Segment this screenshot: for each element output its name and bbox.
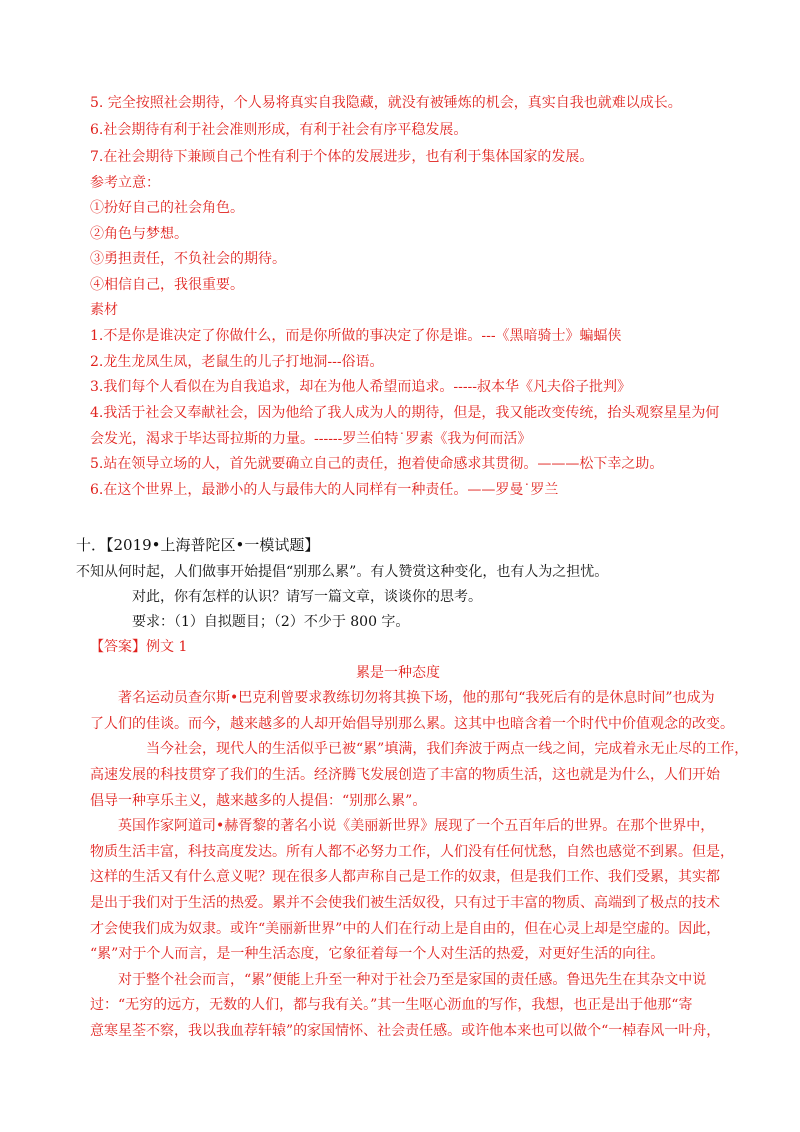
point-6: 6.社会期待有利于社会准则形成，有利于社会有序平稳发展。	[90, 122, 468, 138]
material-item: 5.站在领导立场的人，首先就要确立自己的责任，抱着使命感求其贯彻。———松下幸之助。	[90, 456, 664, 472]
essay-line: 英国作家阿道司•赫胥黎的著名小说《美丽新世界》展现了一个五百年后的世界。在那个世界中，	[118, 818, 715, 834]
essay-title: 累是一种态度	[356, 665, 440, 681]
essay-line: 了人们的佳谈。而今，越来越多的人却开始倡导别那么累。这其中也暗含着一个时代中价值观念的改变。	[90, 716, 734, 732]
question-task: 对此，你有怎样的认识？请写一篇文章，谈谈你的思考。	[132, 589, 482, 605]
essay-line: 这样的生活又有什么意义呢？现在很多人都声称自己是工作的奴隶，但是我们工作、我们受累，其实都	[90, 869, 720, 885]
essay-line: 才会使我们成为奴隶。或许“美丽新世界”中的人们在行动上是自由的，但在心灵上却是空虚的。因此，	[90, 921, 721, 937]
point-5: 5. 完全按照社会期待，个人易将真实自我隐藏，就没有被锤炼的机会，真实自我也就难以成长。	[90, 95, 682, 111]
material-item: 4.我活于社会又奉献社会，因为他给了我人成为人的期待，但是，我又能改变传统，抬头观察星星为何	[90, 405, 720, 421]
essay-line: 过：“无穷的远方，无数的人们，都与我有关。”其一生呕心沥血的写作，我想，也正是出于他那“寄	[90, 997, 693, 1013]
material-heading: 素材	[90, 302, 118, 318]
idea-item: ④相信自己，我很重要。	[90, 277, 244, 293]
material-item: 3.我们每个人看似在为自我追求，却在为他人希望而追求。-----叔本华《凡夫俗子批判》	[90, 379, 632, 395]
idea-item: ③勇担责任，不负社会的期待。	[90, 251, 286, 267]
question-heading: 十．【2019•上海普陀区•一模试题】	[76, 536, 320, 554]
essay-line: 当今社会，现代人的生活似乎已被“累”填满，我们奔波于两点一线之间，完成着永无止尽的工作，	[146, 741, 749, 757]
essay-line: 物质生活丰富，科技高度发达。所有人都不必努力工作，人们没有任何忧愁，自然也感觉不到累。但是，	[90, 844, 734, 860]
answer-label: 【答案】例文 1	[90, 639, 188, 655]
idea-item: ②角色与梦想。	[90, 226, 188, 242]
essay-line: 倡导一种享乐主义，越来越多的人提倡：“别那么累”。	[90, 793, 427, 809]
ideas-heading: 参考立意：	[90, 175, 160, 191]
material-item: 2.龙生龙凤生凤，老鼠生的儿子打地洞---俗语。	[90, 354, 384, 370]
question-prompt: 不知从何时起，人们做事开始提倡“别那么累”。有人赞赏这种变化，也有人为之担忧。	[76, 564, 609, 580]
material-item-continued: 会发光，渴求于毕达哥拉斯的力量。------罗兰伯特˙罗素《我为何而活》	[90, 431, 532, 447]
material-item: 6.在这个世界上，最渺小的人与最伟大的人同样有一种责任。——罗曼˙罗兰	[90, 482, 559, 498]
essay-line: 著名运动员查尔斯•巴克利曾要求教练切勿将其换下场，他的那句“我死后有的是休息时间”也成为	[118, 690, 715, 706]
idea-item: ①扮好自己的社会角色。	[90, 200, 244, 216]
essay-line: 意寒星荃不察，我以我血荐轩辕”的家国情怀、社会责任感。或许他本来也可以做个“一棹春风一叶舟，	[90, 1023, 721, 1039]
point-7: 7.在社会期待下兼顾自己个性有利于个体的发展进步，也有利于集体国家的发展。	[90, 149, 594, 165]
essay-line: 是出于我们对于生活的热爱。累并不会使我们被生活奴役，只有过于丰富的物质、高端到了极点的技术	[90, 895, 720, 911]
question-requirements: 要求：（1）自拟题目；（2）不少于 800 字。	[132, 614, 410, 630]
essay-line: “累”对于个人而言，是一种生活态度，它象征着每一个人对生活的热爱，对更好生活的向往。	[90, 946, 665, 962]
essay-line: 高速发展的科技贯穿了我们的生活。经济腾飞发展创造了丰富的物质生活，这也就是为什么，人们开始	[90, 767, 720, 783]
material-item: 1.不是你是谁决定了你做什么，而是你所做的事决定了你是谁。---《黑暗骑士》蝙蝠侠	[90, 328, 622, 344]
essay-line: 对于整个社会而言，“累”便能上升至一种对于社会乃至是家国的责任感。鲁迅先生在其杂文中说	[118, 972, 707, 988]
